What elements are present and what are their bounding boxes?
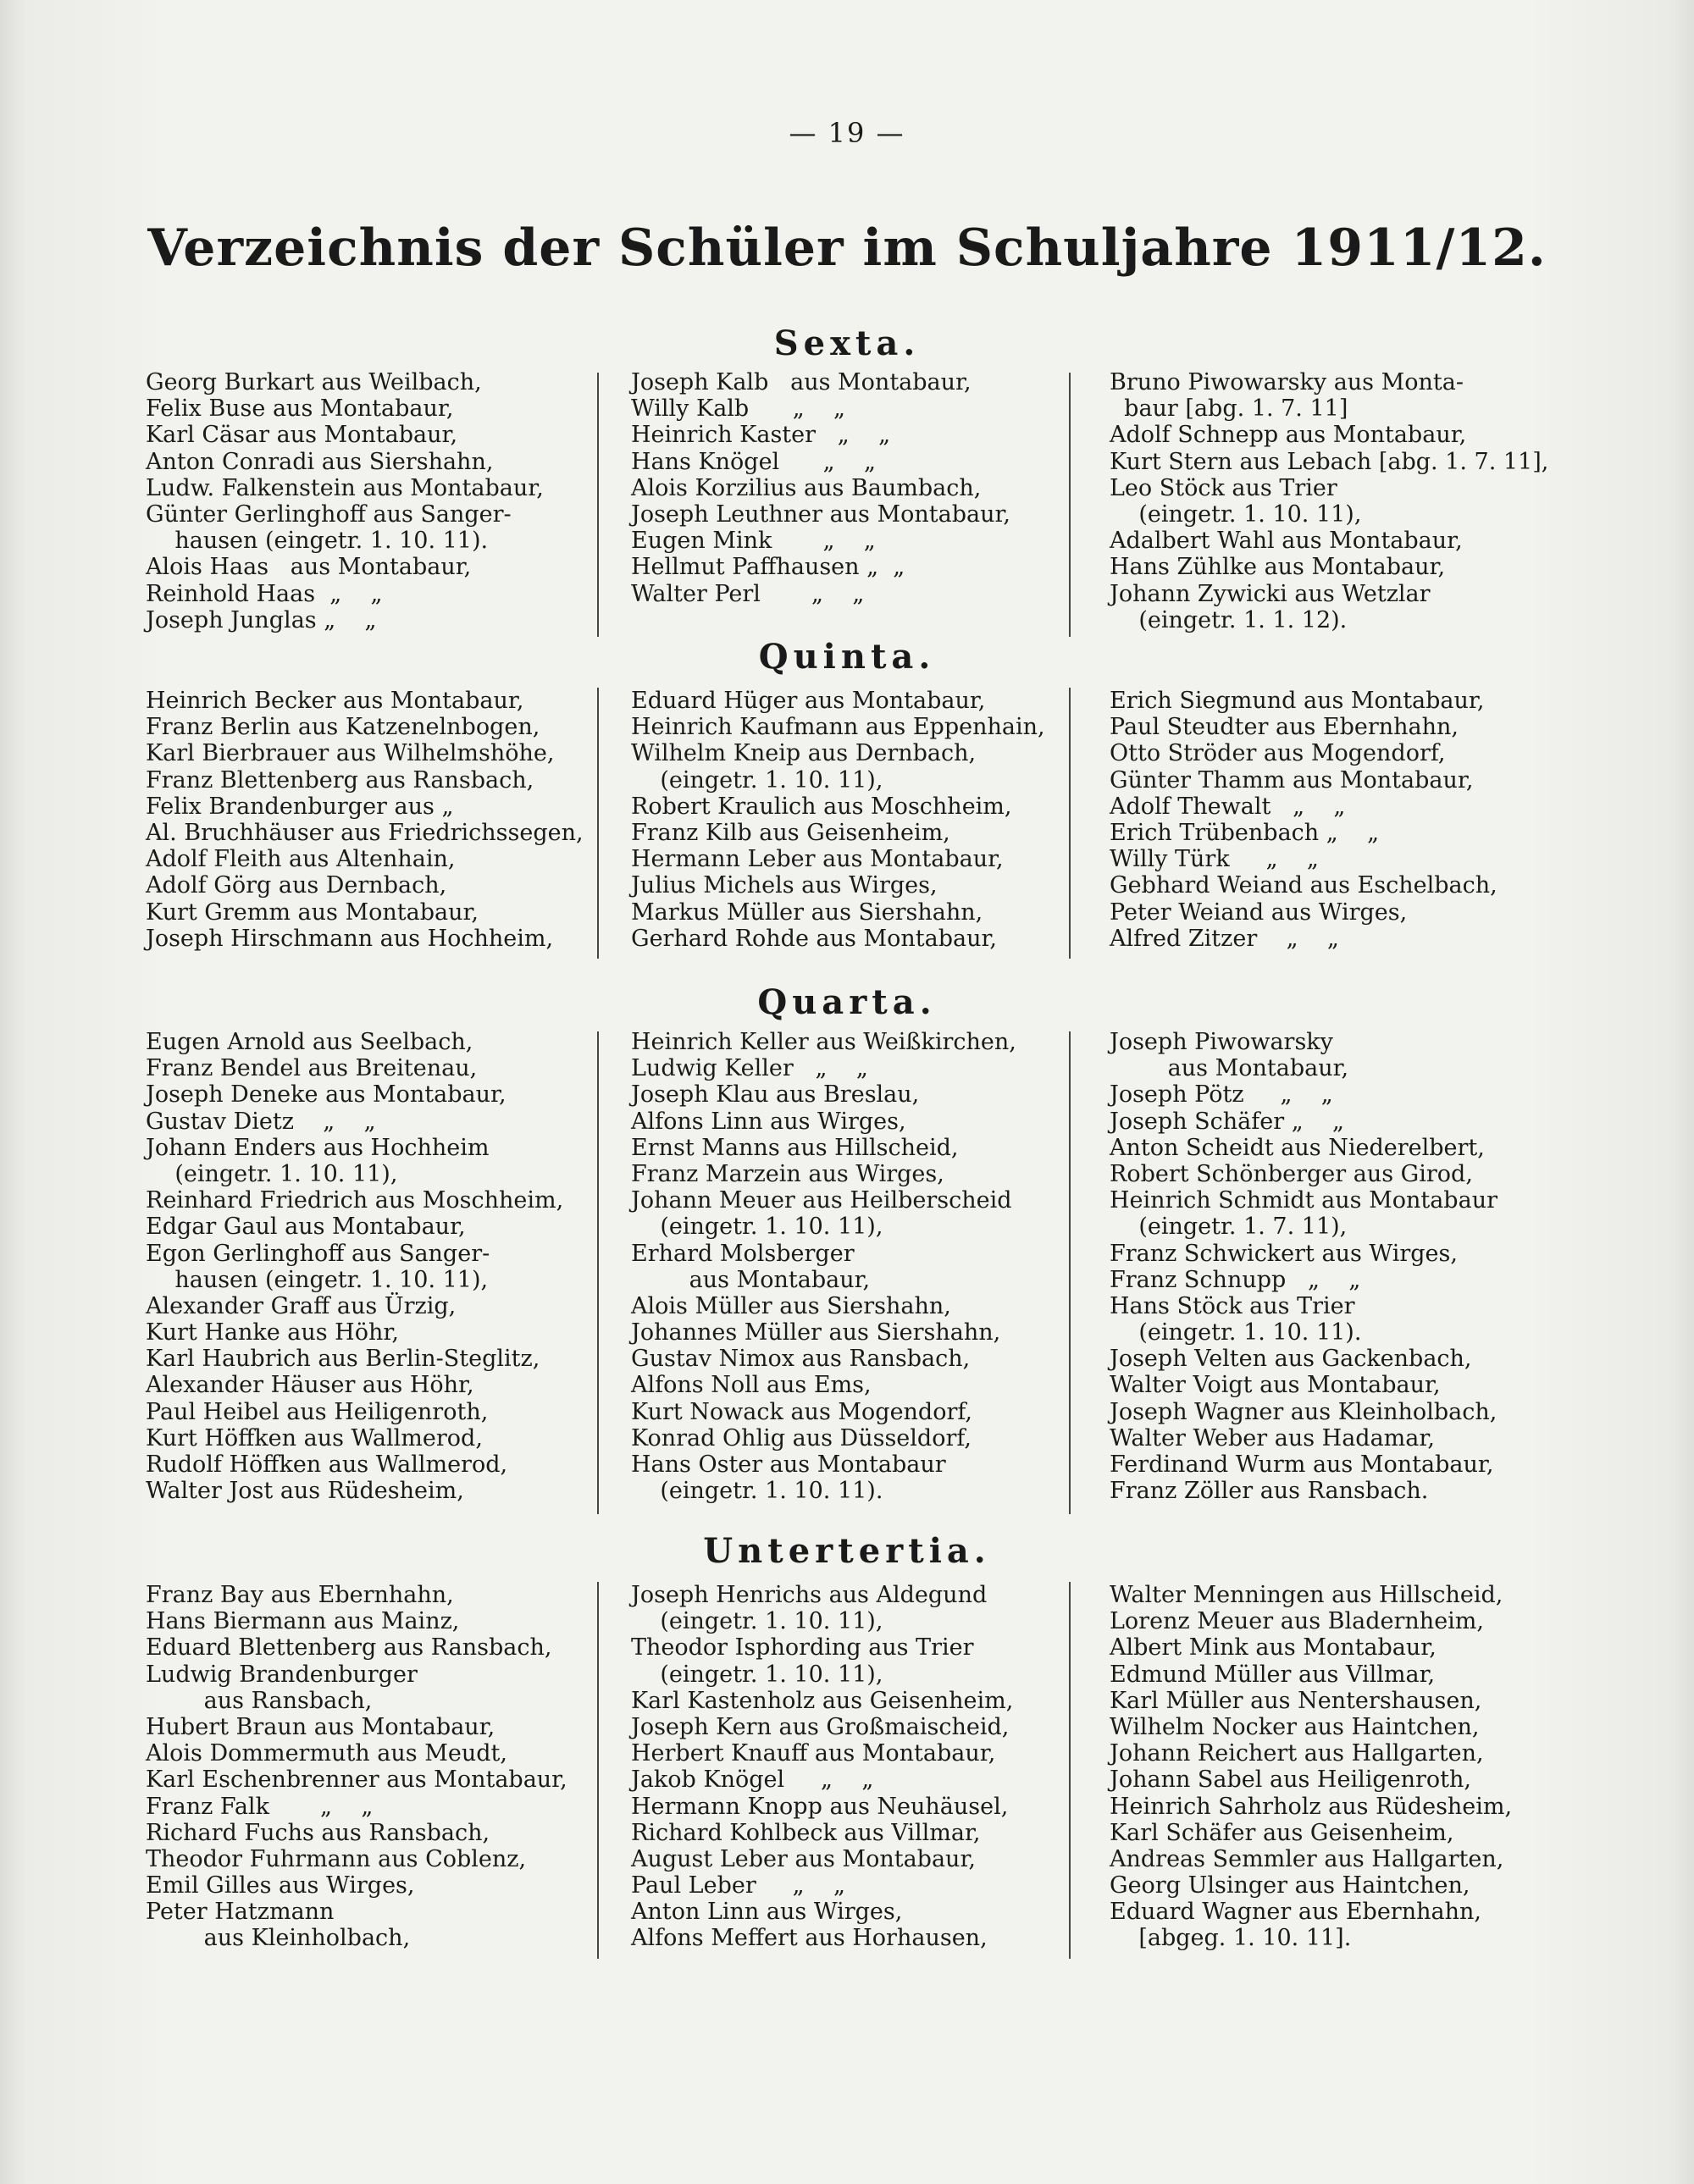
student-entry: Heinrich Kaufmann aus Eppenhain, — [631, 714, 1045, 741]
page-title: Verzeichnis der Schüler im Schuljahre 1911/12. — [147, 218, 1547, 278]
student-entry: Franz Falk „ „ — [146, 1793, 374, 1820]
student-entry: Paul Heibel aus Heiligenroth, — [146, 1398, 489, 1425]
section-heading-sexta: Sexta. — [773, 323, 921, 363]
student-entry: Alexander Häuser aus Höhr, — [146, 1372, 474, 1399]
quinta-column-1 — [146, 688, 603, 952]
sexta-column-3 — [1110, 369, 1567, 633]
student-entry: Anton Conradi aus Siershahn, — [146, 448, 494, 475]
student-entry: baur [abg. 1. 7. 11] — [1110, 395, 1348, 423]
student-entry: Heinrich Schmidt aus Montabaur — [1110, 1187, 1497, 1214]
student-entry: Bruno Piwowarsky aus Monta- — [1110, 369, 1464, 395]
section-heading-quarta: Quarta. — [757, 982, 937, 1022]
untertertia-column-2 — [631, 1582, 1088, 1952]
section-heading-untertertia: Untertertia. — [703, 1531, 991, 1571]
student-entry: Franz Bay aus Ebernhahn, — [146, 1582, 454, 1608]
student-entry: Paul Steudter aus Ebernhahn, — [1110, 714, 1459, 741]
student-entry: Georg Burkart aus Weilbach, — [146, 369, 482, 395]
student-entry: Hans Oster aus Montabaur — [631, 1451, 946, 1478]
student-entry: Ernst Manns aus Hillscheid, — [631, 1134, 959, 1161]
student-entry: Joseph Pötz „ „ — [1110, 1081, 1333, 1109]
student-entry: Heinrich Keller aus Weißkirchen, — [631, 1029, 1016, 1055]
student-entry: Adolf Görg aus Dernbach, — [146, 872, 447, 899]
student-entry: Felix Brandenburger aus „ — [146, 793, 454, 820]
student-entry: Karl Cäsar aus Montabaur, — [146, 422, 458, 449]
student-entry: Alfons Noll aus Ems, — [631, 1372, 872, 1399]
student-entry: Johann Meuer aus Heilberscheid — [631, 1187, 1012, 1214]
student-entry: Wilhelm Kneip aus Dernbach, — [631, 740, 977, 767]
student-entry: Albert Mink aus Montabaur, — [1110, 1634, 1437, 1661]
student-entry: Julius Michels aus Wirges, — [631, 872, 938, 899]
student-entry: Hermann Knopp aus Neuhäusel, — [631, 1793, 1009, 1820]
student-entry: Lorenz Meuer aus Bladernheim, — [1110, 1608, 1484, 1635]
student-entry: Erich Siegmund aus Montabaur, — [1110, 688, 1485, 714]
student-entry: Johann Reichert aus Hallgarten, — [1110, 1740, 1484, 1767]
student-entry: (eingetr. 1. 10. 11), — [631, 766, 883, 793]
student-entry: Ludwig Brandenburger — [146, 1661, 418, 1688]
student-entry: Peter Weiand aus Wirges, — [1110, 898, 1408, 926]
student-entry: Karl Haubrich aus Berlin-Steglitz, — [146, 1346, 540, 1373]
student-entry: Wilhelm Nocker aus Haintchen, — [1110, 1713, 1480, 1740]
student-entry: Leo Stöck aus Trier — [1110, 474, 1337, 501]
student-entry: Günter Thamm aus Montabaur, — [1110, 766, 1474, 793]
student-entry: Willy Kalb „ „ — [631, 395, 846, 423]
student-entry: Joseph Henrichs aus Aldegund — [631, 1582, 988, 1608]
sexta-column-1 — [146, 369, 603, 633]
student-entry: Joseph Kern aus Großmaischeid, — [631, 1713, 1010, 1740]
sexta-column-2 — [631, 369, 1088, 607]
student-entry: Kurt Höffken aus Wallmerod, — [146, 1424, 483, 1451]
student-entry: Alois Haas aus Montabaur, — [146, 554, 472, 581]
student-entry: Eduard Hüger aus Montabaur, — [631, 688, 986, 714]
student-entry: Erich Trübenbach „ „ — [1110, 819, 1380, 846]
student-entry: [abgeg. 1. 10. 11]. — [1110, 1925, 1352, 1952]
student-entry: Karl Eschenbrenner aus Montabaur, — [146, 1767, 567, 1794]
student-entry: Joseph Kalb aus Montabaur, — [631, 369, 972, 395]
student-entry: Paul Leber „ „ — [631, 1872, 845, 1899]
student-entry: Georg Ulsinger aus Haintchen, — [1110, 1872, 1470, 1899]
student-entry: Karl Bierbrauer aus Wilhelmshöhe, — [146, 740, 555, 767]
quinta-column-3 — [1110, 688, 1567, 952]
student-entry: Joseph Deneke aus Montabaur, — [146, 1081, 507, 1109]
student-entry: Eduard Wagner aus Ebernhahn, — [1110, 1899, 1481, 1926]
student-entry: aus Montabaur, — [1110, 1055, 1349, 1082]
quarta-column-2 — [631, 1029, 1088, 1504]
student-entry: Joseph Schäfer „ „ — [1110, 1108, 1345, 1135]
student-entry: (eingetr. 1. 10. 11), — [146, 1160, 398, 1187]
student-entry: (eingetr. 1. 10. 11), — [631, 1661, 883, 1688]
student-entry: Otto Ströder aus Mogendorf, — [1110, 740, 1446, 767]
student-entry: Joseph Leuthner aus Montabaur, — [631, 500, 1011, 528]
student-entry: (eingetr. 1. 10. 11), — [631, 1214, 883, 1241]
student-entry: (eingetr. 1. 10. 11). — [1110, 1319, 1362, 1346]
student-entry: Robert Schönberger aus Girod, — [1110, 1160, 1473, 1187]
student-entry: Erhard Molsberger — [631, 1240, 855, 1267]
student-entry: Kurt Gremm aus Montabaur, — [146, 898, 479, 926]
student-entry: Johannes Müller aus Siershahn, — [631, 1319, 1001, 1346]
student-entry: Theodor Fuhrmann aus Coblenz, — [146, 1845, 527, 1872]
student-entry: Heinrich Kaster „ „ — [631, 422, 891, 449]
student-entry: Franz Schwickert aus Wirges, — [1110, 1240, 1458, 1267]
student-entry: Hermann Leber aus Montabaur, — [631, 846, 1004, 873]
quarta-column-3 — [1110, 1029, 1567, 1504]
student-entry: Ferdinand Wurm aus Montabaur, — [1110, 1451, 1494, 1478]
student-entry: Peter Hatzmann — [146, 1899, 335, 1926]
student-entry: Ludw. Falkenstein aus Montabaur, — [146, 474, 544, 501]
student-entry: Alois Dommermuth aus Meudt, — [146, 1740, 507, 1767]
student-entry: Ludwig Keller „ „ — [631, 1055, 868, 1082]
student-entry: Adolf Fleith aus Altenhain, — [146, 846, 456, 873]
student-entry: Eugen Arnold aus Seelbach, — [146, 1029, 473, 1055]
student-entry: Walter Jost aus Rüdesheim, — [146, 1478, 464, 1505]
student-entry: Joseph Wagner aus Kleinholbach, — [1110, 1398, 1497, 1425]
student-entry: Joseph Piwowarsky — [1110, 1029, 1333, 1055]
student-entry: Johann Zywicki aus Wetzlar — [1110, 580, 1431, 607]
student-entry: Kurt Hanke aus Höhr, — [146, 1319, 399, 1346]
student-entry: Anton Scheidt aus Niederelbert, — [1110, 1134, 1485, 1161]
student-entry: Reinhold Haas „ „ — [146, 580, 383, 607]
student-entry: Richard Fuchs aus Ransbach, — [146, 1819, 490, 1846]
student-entry: Joseph Velten aus Gackenbach, — [1110, 1346, 1472, 1373]
student-entry: August Leber aus Montabaur, — [631, 1845, 976, 1872]
student-entry: Adalbert Wahl aus Montabaur, — [1110, 528, 1463, 555]
student-entry: Kurt Stern aus Lebach [abg. 1. 7. 11], — [1110, 448, 1549, 475]
student-entry: Emil Gilles aus Wirges, — [146, 1872, 415, 1899]
student-entry: Jakob Knögel „ „ — [631, 1767, 874, 1794]
student-entry: Eugen Mink „ „ — [631, 528, 876, 555]
student-entry: (eingetr. 1. 10. 11), — [631, 1608, 883, 1635]
student-entry: Hubert Braun aus Montabaur, — [146, 1713, 495, 1740]
student-entry: Alfred Zitzer „ „ — [1110, 925, 1339, 952]
student-entry: Alois Müller aus Siershahn, — [631, 1292, 951, 1319]
student-entry: Franz Berlin aus Katzenelnbogen, — [146, 714, 540, 741]
student-entry: Hans Biermann aus Mainz, — [146, 1608, 460, 1635]
student-entry: Alfons Linn aus Wirges, — [631, 1108, 906, 1135]
student-entry: Willy Türk „ „ — [1110, 846, 1319, 873]
student-entry: Franz Kilb aus Geisenheim, — [631, 819, 950, 846]
section-heading-quinta: Quinta. — [758, 637, 936, 677]
untertertia-column-1 — [146, 1582, 603, 1952]
student-entry: Adolf Thewalt „ „ — [1110, 793, 1346, 820]
student-entry: Andreas Semmler aus Hallgarten, — [1110, 1845, 1504, 1872]
student-entry: Franz Marzein aus Wirges, — [631, 1160, 944, 1187]
student-entry: (eingetr. 1. 7. 11), — [1110, 1214, 1348, 1241]
student-entry: Robert Kraulich aus Moschheim, — [631, 793, 1012, 820]
student-entry: aus Kleinholbach, — [146, 1925, 411, 1952]
student-entry: Walter Menningen aus Hillscheid, — [1110, 1582, 1503, 1608]
student-entry: Joseph Hirschmann aus Hochheim, — [146, 925, 554, 952]
student-entry: Gustav Dietz „ „ — [146, 1108, 376, 1135]
student-entry: Felix Buse aus Montabaur, — [146, 395, 454, 423]
student-entry: Walter Perl „ „ — [631, 580, 865, 607]
untertertia-column-3 — [1110, 1582, 1567, 1952]
student-entry: Joseph Junglas „ „ — [146, 606, 377, 633]
student-entry: Markus Müller aus Siershahn, — [631, 898, 983, 926]
student-entry: Hellmut Paffhausen „ „ — [631, 554, 905, 581]
student-entry: Richard Kohlbeck aus Villmar, — [631, 1819, 981, 1846]
student-entry: Joseph Klau aus Breslau, — [631, 1081, 920, 1109]
student-entry: Johann Sabel aus Heiligenroth, — [1110, 1767, 1471, 1794]
page-number: — 19 — — [789, 117, 905, 149]
student-entry: Franz Zöller aus Ransbach. — [1110, 1478, 1429, 1505]
student-entry: Adolf Schnepp aus Montabaur, — [1110, 422, 1467, 449]
student-entry: Alexander Graff aus Ürzig, — [146, 1292, 457, 1319]
student-entry: Walter Voigt aus Montabaur, — [1110, 1372, 1441, 1399]
student-entry: (eingetr. 1. 10. 11). — [631, 1478, 883, 1505]
student-entry: Alfons Meffert aus Horhausen, — [631, 1925, 988, 1952]
student-entry: Franz Bendel aus Breitenau, — [146, 1055, 478, 1082]
student-entry: Gerhard Rohde aus Montabaur, — [631, 925, 997, 952]
student-entry: Karl Müller aus Nentershausen, — [1110, 1687, 1482, 1714]
student-entry: Hans Knögel „ „ — [631, 448, 876, 475]
student-entry: aus Ransbach, — [146, 1687, 373, 1714]
student-entry: Edgar Gaul aus Montabaur, — [146, 1214, 466, 1241]
student-entry: Edmund Müller aus Villmar, — [1110, 1661, 1436, 1688]
student-entry: Karl Schäfer aus Geisenheim, — [1110, 1819, 1454, 1846]
student-entry: Hans Stöck aus Trier — [1110, 1292, 1355, 1319]
student-entry: Rudolf Höffken aus Wallmerod, — [146, 1451, 508, 1478]
student-entry: Franz Blettenberg aus Ransbach, — [146, 766, 534, 793]
quarta-column-1 — [146, 1029, 603, 1504]
student-entry: (eingetr. 1. 10. 11), — [1110, 500, 1362, 528]
student-entry: Günter Gerlinghoff aus Sanger- — [146, 500, 512, 528]
student-entry: Heinrich Becker aus Montabaur, — [146, 688, 524, 714]
student-entry: Eduard Blettenberg aus Ransbach, — [146, 1634, 552, 1661]
student-entry: Herbert Knauff aus Montabaur, — [631, 1740, 996, 1767]
student-entry: aus Montabaur, — [631, 1266, 871, 1293]
student-entry: Gustav Nimox aus Ransbach, — [631, 1346, 971, 1373]
student-entry: Johann Enders aus Hochheim — [146, 1134, 490, 1161]
student-entry: Al. Bruchhäuser aus Friedrichssegen, — [146, 819, 584, 846]
student-entry: (eingetr. 1. 1. 12). — [1110, 606, 1348, 633]
student-entry: Reinhard Friedrich aus Moschheim, — [146, 1187, 564, 1214]
student-entry: Alois Korzilius aus Baumbach, — [631, 474, 982, 501]
student-entry: Anton Linn aus Wirges, — [631, 1899, 903, 1926]
student-entry: hausen (eingetr. 1. 10. 11), — [146, 1266, 489, 1293]
student-entry: hausen (eingetr. 1. 10. 11). — [146, 528, 489, 555]
student-entry: Franz Schnupp „ „ — [1110, 1266, 1361, 1293]
student-entry: Gebhard Weiand aus Eschelbach, — [1110, 872, 1497, 899]
quinta-column-2 — [631, 688, 1088, 952]
student-entry: Karl Kastenholz aus Geisenheim, — [631, 1687, 1014, 1714]
student-entry: Konrad Ohlig aus Düsseldorf, — [631, 1424, 972, 1451]
student-entry: Heinrich Sahrholz aus Rüdesheim, — [1110, 1793, 1513, 1820]
student-entry: Hans Zühlke aus Montabaur, — [1110, 554, 1446, 581]
student-entry: Kurt Nowack aus Mogendorf, — [631, 1398, 972, 1425]
student-entry: Egon Gerlinghoff aus Sanger- — [146, 1240, 490, 1267]
student-entry: Theodor Isphording aus Trier — [631, 1634, 974, 1661]
student-entry: Walter Weber aus Hadamar, — [1110, 1424, 1435, 1451]
